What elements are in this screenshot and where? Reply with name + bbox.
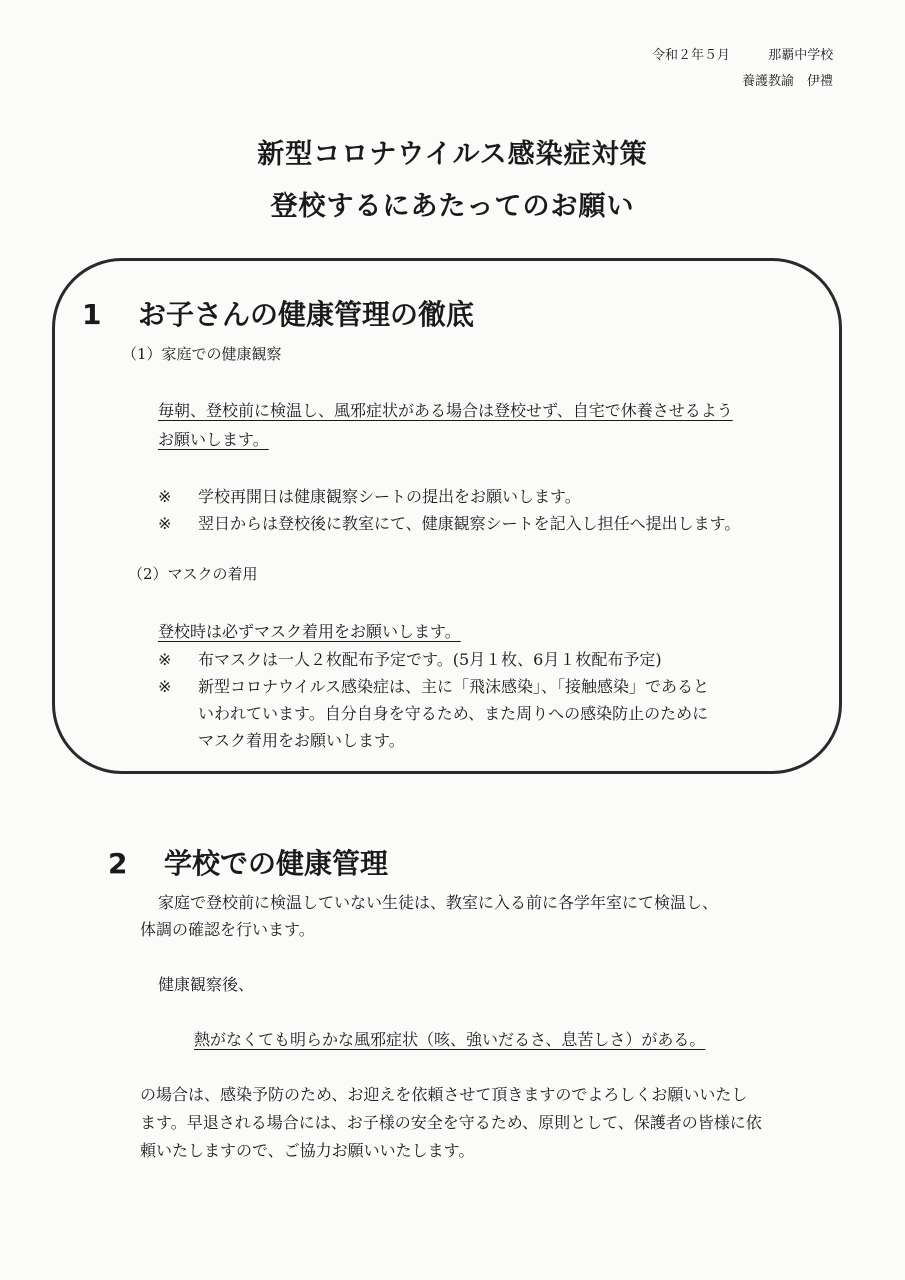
sub1-note2-text: 翌日からは登校後に教室にて、健康観察シートを記入し担任へ提出します。 — [198, 514, 741, 533]
title-line2: 登校するにあたってのお願い — [270, 191, 635, 222]
section2-title: 学校での健康管理 — [164, 847, 389, 880]
s2-condition: 熱がなくても明らかな風邪症状（咳、強いだるさ、息苦しさ）がある。 — [194, 1030, 706, 1049]
s2-para3-line2: ます。早退される場合には、お子様の安全を守るため、原則として、保護者の皆様に依 — [140, 1113, 762, 1132]
section1-heading — [82, 293, 474, 333]
note-mark: ※ — [158, 650, 172, 669]
sub2-body: 登校時は必ずマスク着用をお願いします。 — [158, 622, 461, 641]
s2-para3-line1: の場合は、感染予防のため、お迎えを依頼させて頂きますのでよろしくお願いいたし — [140, 1085, 748, 1104]
note-mark: ※ — [158, 514, 172, 533]
sub1-body-line1: 毎朝、登校前に検温し、風邪症状がある場合は登校せず、自宅で休養させるよう — [158, 401, 733, 420]
sub2-note1-text: 布マスクは一人２枚配布予定です。(5月１枚、6月１枚配布予定) — [198, 650, 662, 669]
sub2-label: （2）マスクの着用 — [128, 565, 258, 583]
sub2-note2-line1: 新型コロナウイルス感染症は、主に「飛沫感染」、「接触感染」であると — [198, 677, 710, 696]
note-mark: ※ — [158, 487, 172, 506]
header-school: 那覇中学校 — [768, 48, 834, 63]
sub1-note1 — [158, 482, 581, 511]
sub1-body-line2: お願いします。 — [158, 430, 269, 449]
section2-number: 2 — [108, 847, 128, 880]
sub2-note2-line3: マスク着用をお願いします。 — [198, 731, 405, 750]
s2-para3-line3: 頼いたしますので、ご協力お願いいたします。 — [140, 1141, 475, 1160]
header-author: 養護教諭 伊禮 — [742, 74, 834, 89]
sub1-note2 — [158, 509, 740, 538]
sub1-note1-text: 学校再開日は健康観察シートの提出をお願いします。 — [198, 487, 581, 506]
s2-para2: 健康観察後、 — [158, 975, 255, 994]
sub1-label: （1）家庭での健康観察 — [122, 345, 282, 363]
section1-title: お子さんの健康管理の徹底 — [138, 298, 475, 331]
header-date-school — [652, 44, 833, 63]
header-date: 令和２年５月 — [652, 48, 731, 63]
s2-para1-line2: 体調の確認を行います。 — [140, 920, 315, 939]
sub2-note2-line2: いわれています。自分自身を守るため、また周りへの感染防止のために — [198, 704, 709, 723]
sub2-note2 — [158, 672, 709, 701]
title-line1: 新型コロナウイルス感染症対策 — [257, 139, 648, 170]
note-mark: ※ — [158, 677, 172, 696]
s2-para1-line1: 家庭で登校前に検温していない生徒は、教室に入る前に各学年室にて検温し、 — [158, 893, 719, 912]
sub2-note1 — [158, 645, 662, 674]
section1-number: 1 — [82, 298, 102, 331]
section2-heading — [108, 842, 388, 882]
